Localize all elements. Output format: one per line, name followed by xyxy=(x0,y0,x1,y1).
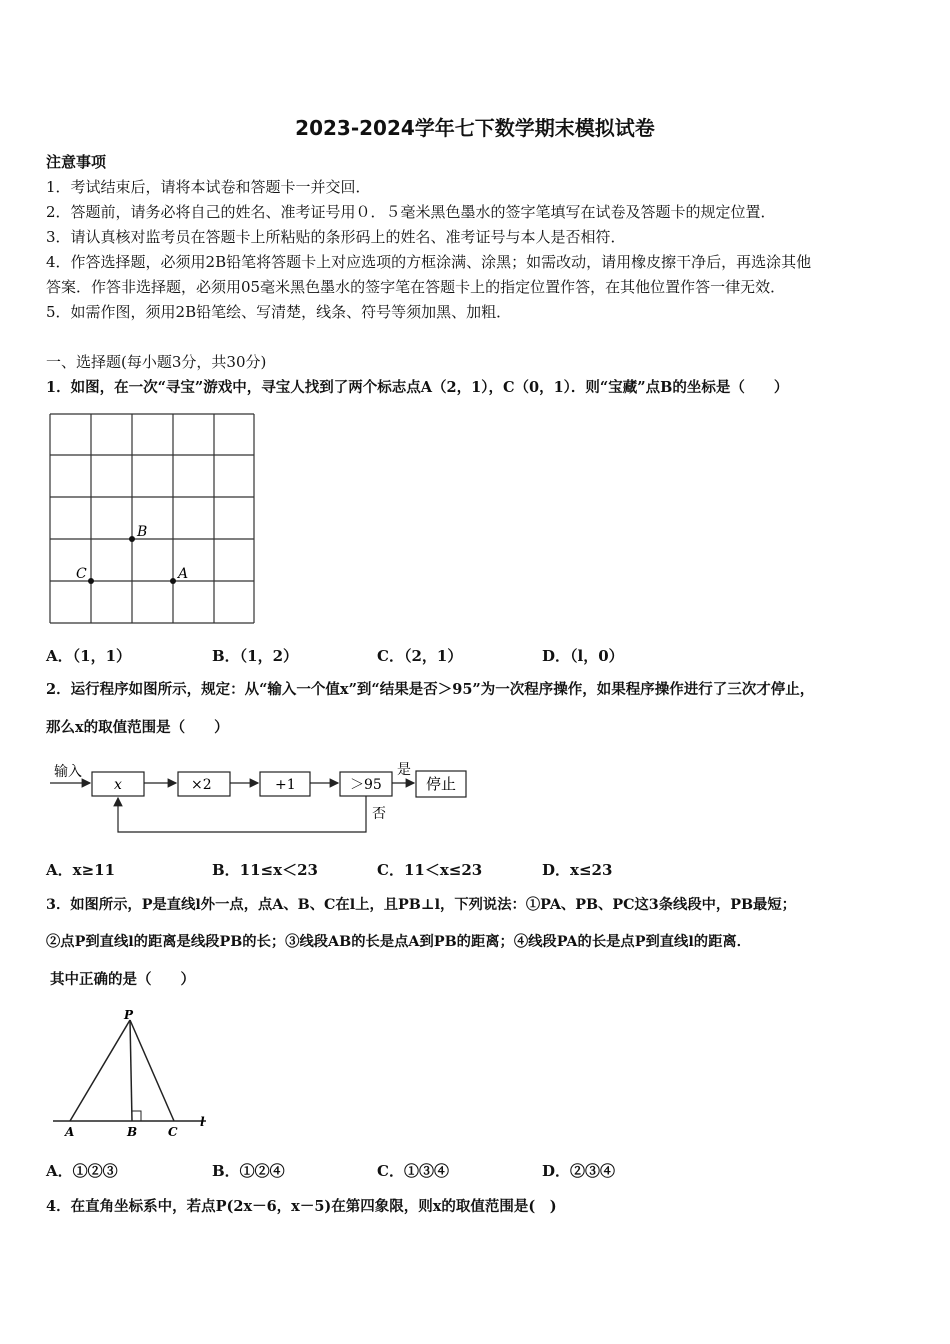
q3-option-c: C．①③④ xyxy=(377,1162,449,1180)
q2-option-c: C．11＜x≤23 xyxy=(377,861,483,879)
q1-option-d: D．（l，0） xyxy=(542,647,624,665)
question-3-text-line3: 其中正确的是（ ） xyxy=(50,971,195,988)
question-4-text: 4．在直角坐标系中，若点P(2x－6，x－5)在第四象限，则x的取值范围是( ) xyxy=(46,1198,557,1215)
page-title: 2023-2024学年七下数学期末模拟试卷 xyxy=(295,116,655,140)
label-c: C xyxy=(76,566,87,582)
label-a: A xyxy=(178,566,189,582)
q2-option-a: A．x≥11 xyxy=(46,861,116,879)
label-p: P xyxy=(124,1008,134,1022)
label-x: x xyxy=(114,777,122,793)
q3-option-a: A．①②③ xyxy=(46,1162,118,1180)
q1-option-b: B．（1，2） xyxy=(212,647,299,665)
q2-flowchart xyxy=(48,752,478,842)
q3-figure xyxy=(50,1005,220,1140)
q1-option-c: C．（2，1） xyxy=(377,647,463,665)
label-c: C xyxy=(168,1125,178,1139)
q3-option-d: D．②③④ xyxy=(542,1162,616,1180)
label-input: 输入 xyxy=(54,764,82,780)
grid-lines xyxy=(50,414,254,623)
label-b: B xyxy=(137,524,148,540)
question-1-text: 1．如图，在一次“寻宝”游戏中，寻宝人找到了两个标志点A（2，1），C（0，1）．则“宝藏”点B的坐标是（ ） xyxy=(46,379,789,396)
label-multiply: ×2 xyxy=(191,777,212,793)
notice-item-1: 1．考试结束后，请将本试卷和答题卡一并交回． xyxy=(46,178,371,196)
notice-item-3: 3．请认真核对监考员在答题卡上所粘贴的条形码上的姓名、准考证号与本人是否相符． xyxy=(46,228,626,246)
q1-option-a: A．（1，1） xyxy=(46,647,132,665)
segment-pc xyxy=(130,1020,174,1121)
label-no: 否 xyxy=(372,806,386,822)
label-a: A xyxy=(65,1125,75,1139)
q2-option-b: B．11≤x＜23 xyxy=(212,861,318,879)
question-3-text-line2: ②点P到直线l的距离是线段PB的长；③线段AB的长是点A到PB的距离；④线段PA的长是点P到直线l的距离． xyxy=(46,934,751,950)
point-c xyxy=(88,578,94,584)
notice-item-4-cont: 答案．作答非选择题，必须用05毫米黑色墨水的签字笔在答题卡上的指定位置作答，在其他位置作答一律无效． xyxy=(46,278,786,296)
notice-item-4: 4．作答选择题，必须用2B铅笔将答题卡上对应选项的方框涂满、涂黑；如需改动，请用橡皮擦干净后，再选涂其他 xyxy=(46,253,812,271)
label-compare: ＞95 xyxy=(350,777,382,793)
segment-pb xyxy=(130,1020,132,1121)
label-add: +1 xyxy=(275,777,296,793)
q3-option-b: B．①②④ xyxy=(212,1162,285,1180)
label-yes: 是 xyxy=(397,762,411,778)
notice-item-2: 2．答题前，请务必将自己的姓名、准考证号用０．５毫米黑色墨水的签字笔填写在试卷及答题卡的规定位置． xyxy=(46,203,776,221)
q1-grid-figure xyxy=(48,412,258,627)
point-a xyxy=(170,578,176,584)
notice-heading: 注意事项 xyxy=(46,153,107,171)
label-b: B xyxy=(127,1125,138,1139)
question-2-text-line1: 2．运行程序如图所示，规定：从“输入一个值x”到“结果是否＞95”为一次程序操作，如果程序操作进行了三次才停止， xyxy=(46,681,815,698)
question-3-text-line1: 3．如图所示，P是直线l外一点，点A、B、C在l上，且PB⊥l，下列说法：①PA、PB、PC这3条线段中，PB最短； xyxy=(46,897,796,913)
label-stop: 停止 xyxy=(426,775,457,793)
section-heading: 一、选择题(每小题3分，共30分) xyxy=(46,353,267,371)
label-l: l xyxy=(200,1115,205,1129)
point-b xyxy=(129,536,135,542)
notice-item-5: 5．如需作图，须用2B铅笔绘、写清楚，线条、符号等须加黑、加粗． xyxy=(46,303,512,321)
q2-option-d: D．x≤23 xyxy=(542,861,613,879)
question-2-text-line2: 那么x的取值范围是（ ） xyxy=(46,719,229,736)
segment-pa xyxy=(70,1020,130,1121)
